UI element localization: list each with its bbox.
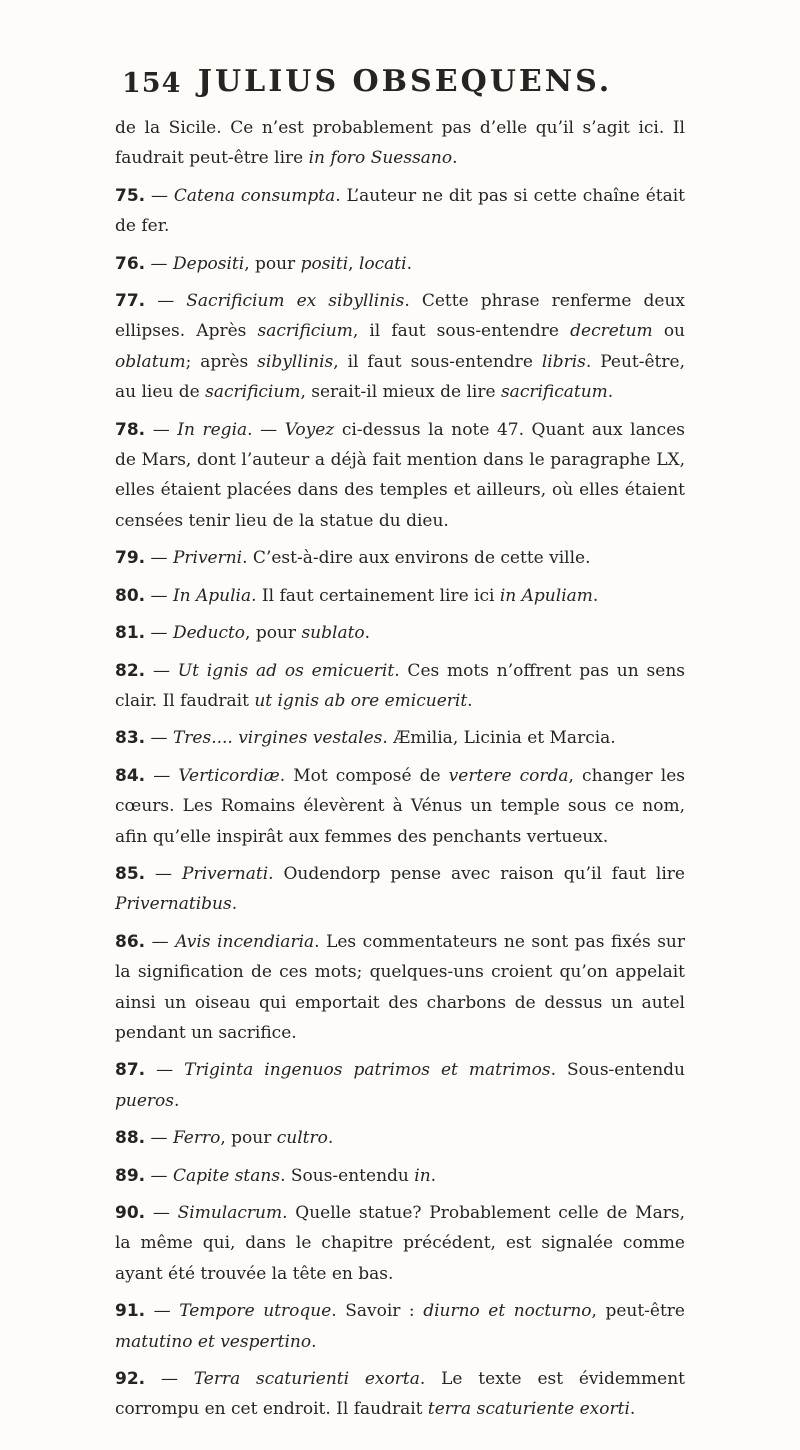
note-text: — — [145, 623, 173, 644]
note-text: — — [145, 291, 187, 312]
latin-term: sacrificium — [205, 382, 301, 403]
latin-term: libris — [541, 351, 586, 372]
latin-term: cultro — [276, 1128, 328, 1149]
note-85 — [115, 859, 685, 920]
latin-term: Voyez — [284, 419, 335, 440]
latin-term: In regia — [177, 419, 248, 440]
note-text: . — [173, 1090, 180, 1111]
note-number: 92. — [115, 1369, 146, 1390]
latin-term: Simulacrum — [177, 1203, 283, 1223]
note-87 — [115, 1055, 685, 1116]
note-text: . — — [247, 419, 285, 440]
latin-term: Tres.... virgines vestales — [172, 728, 383, 749]
note-text: — — [145, 185, 174, 206]
note-number: 78. — [115, 419, 146, 440]
note-text: ci-dessus la note 47. Quant aux lances de Mars, dont l’auteur a déjà fait mention dans le paragraphe LX, elles étaient placées dans des temples et ailleurs, où elles étaient censées tenir lieu de la statue du dieu. — [115, 419, 685, 531]
latin-term: Privernati — [182, 863, 269, 884]
note-text: . Ces mots n’offrent pas un sens clair. Il faudrait — [115, 660, 685, 711]
note-86 — [115, 927, 685, 1049]
note-text: — — [145, 1060, 185, 1081]
latin-term: Deducto — [172, 623, 246, 644]
note-number: 86. — [115, 931, 146, 952]
note-text: . Quelle statue? Probablement celle de Mars, la même qui, dans le chapitre précédent, est signalée comme ayant été trouvée la tête en bas. — [115, 1203, 685, 1284]
note-text: . Le texte est évidemment corrompu en cet endroit. Il faudrait — [115, 1369, 685, 1420]
note-text: ; après — [185, 351, 258, 372]
note-number: 81. — [115, 623, 146, 644]
latin-term: ut ignis ab ore emicuerit — [254, 690, 468, 711]
note-number: 89. — [115, 1165, 146, 1186]
note-text: . — [629, 1399, 636, 1420]
note-text: , pour — [244, 253, 301, 274]
note-82 — [115, 656, 685, 717]
note-text: — — [145, 931, 176, 952]
note-text: ou — [652, 321, 686, 342]
latin-term: vertere corda — [448, 765, 569, 786]
note-number: 80. — [115, 585, 146, 606]
note-number: 83. — [115, 728, 146, 749]
note-number: 75. — [115, 185, 146, 206]
note-text: — — [145, 419, 178, 440]
note-continuation — [115, 113, 685, 174]
note-text: . — [430, 1165, 437, 1186]
note-text: . — [364, 623, 371, 644]
note-text: — — [145, 1165, 173, 1186]
note-text: . — [406, 253, 412, 274]
latin-term: Triginta ingenuos patrimos et matrimos — [184, 1060, 551, 1081]
note-text: , pour — [245, 623, 302, 644]
note-number: 82. — [115, 660, 146, 681]
latin-term: sibyllinis — [257, 351, 334, 372]
note-text: . Mot composé de — [279, 765, 449, 786]
note-89 — [115, 1161, 685, 1191]
note-text: . Savoir : — [331, 1301, 424, 1322]
note-81 — [115, 618, 685, 648]
note-text: , il faut sous-entendre — [352, 321, 571, 342]
note-83 — [115, 723, 685, 753]
note-text: . — [607, 382, 614, 403]
note-text: , changer les cœurs. Les Romains élevèrent à Vénus un temple sous ce nom, afin qu’elle inspirât aux femmes des penchants vertueux. — [115, 765, 685, 847]
note-90 — [115, 1198, 685, 1289]
latin-term: Ferro — [172, 1128, 221, 1149]
note-text: , serait-il mieux de lire — [300, 382, 501, 403]
note-text: . — [231, 894, 238, 915]
note-number: 85. — [115, 863, 146, 884]
note-text: . — [452, 148, 458, 169]
note-text: , pour — [220, 1128, 277, 1149]
latin-term: Verticordiæ — [178, 765, 280, 786]
page-number: 154 — [122, 68, 182, 99]
latin-term: matutino et vespertino — [115, 1331, 312, 1352]
note-text: — — [145, 728, 173, 749]
note-text: de la Sicile. Ce n’est probablement pas d’elle qu’il s’agit ici. Il faudrait peut-être lire — [115, 118, 685, 169]
note-text: . Les commentateurs ne sont pas fixés sur la signification de ces mots; quelques-uns croient qu’on appelait ainsi un oiseau qui emportait des charbons de dessus un autel pendant un sacrifice. — [115, 931, 685, 1043]
latin-term: sacrificatum — [500, 382, 608, 403]
latin-term: sublato — [301, 623, 365, 644]
note-text: — — [145, 253, 173, 274]
note-text: , — [348, 253, 359, 274]
latin-term: sacrificium — [257, 321, 353, 342]
latin-term: in — [414, 1165, 431, 1186]
note-number: 76. — [115, 253, 146, 274]
note-text: . Peut-être, au lieu de — [115, 351, 685, 403]
note-text: — — [145, 1369, 194, 1390]
note-76 — [115, 249, 685, 279]
note-75 — [115, 181, 685, 242]
note-text: . Cette phrase renferme deux ellipses. Après — [115, 291, 685, 342]
note-text: . — [311, 1331, 317, 1352]
note-text: — — [145, 863, 182, 884]
note-77 — [115, 286, 685, 408]
latin-term: Priverni — [172, 548, 243, 569]
note-text: . — [592, 585, 599, 606]
latin-term: in Apuliam — [499, 585, 593, 606]
latin-term: In Apulia — [172, 585, 252, 606]
latin-term: terra scaturiente exorti — [427, 1399, 630, 1420]
latin-term: locati — [358, 253, 407, 274]
note-text: , peut-être — [591, 1301, 685, 1322]
note-number: 77. — [115, 291, 146, 312]
note-79 — [115, 543, 685, 573]
note-text: . Æmilia, Licinia et Marcia. — [382, 728, 616, 749]
latin-term: Sacrificium ex sibyllinis — [186, 291, 405, 312]
note-number: 91. — [115, 1301, 146, 1322]
latin-term: in foro Suessano — [308, 148, 453, 169]
notes-body — [115, 113, 685, 1432]
latin-term: Capite stans — [172, 1165, 281, 1186]
note-text: — — [145, 660, 178, 681]
note-88 — [115, 1123, 685, 1153]
note-80 — [115, 581, 685, 611]
latin-term: Catena consumpta — [173, 185, 336, 206]
latin-term: Privernatibus — [115, 894, 232, 915]
note-text: — — [145, 1203, 178, 1223]
note-text: . Il faut certainement lire ici — [251, 585, 500, 606]
note-text: . C’est-à-dire aux environs de cette ville. — [242, 548, 591, 569]
note-number: 84. — [115, 765, 146, 786]
note-92 — [115, 1364, 685, 1425]
latin-term: pueros — [115, 1090, 174, 1111]
note-text: — — [145, 765, 179, 786]
page-header — [122, 62, 688, 102]
note-text: . — [327, 1128, 334, 1149]
note-91 — [115, 1296, 685, 1357]
note-78 — [115, 415, 685, 537]
latin-term: positi — [300, 253, 349, 274]
note-text: — — [145, 548, 173, 569]
note-number: 90. — [115, 1203, 146, 1223]
note-number: 79. — [115, 548, 146, 569]
note-text: . Oudendorp pense avec raison qu’il faut lire — [268, 863, 685, 884]
latin-term: Tempore utroque — [179, 1301, 332, 1322]
note-number: 87. — [115, 1060, 146, 1081]
note-text: — — [145, 1128, 173, 1149]
note-number: 88. — [115, 1128, 146, 1149]
note-text: . Sous-entendu — [280, 1165, 415, 1186]
latin-term: Ut ignis ad os emicuerit — [177, 660, 395, 681]
note-text: , il faut sous-entendre — [333, 351, 542, 372]
note-text: — — [145, 1301, 180, 1322]
latin-term: Depositi — [172, 253, 245, 274]
note-text: . Sous-entendu — [550, 1060, 685, 1081]
latin-term: Terra scaturienti exorta — [193, 1369, 420, 1390]
note-text: — — [145, 585, 173, 606]
running-title: JULIUS OBSEQUENS. — [197, 64, 613, 99]
note-84 — [115, 761, 685, 852]
latin-term: oblatum — [115, 351, 186, 372]
note-text: . L’auteur ne dit pas si cette chaîne était de fer. — [115, 185, 685, 237]
latin-term: decretum — [570, 321, 653, 342]
latin-term: diurno et nocturno — [423, 1301, 592, 1322]
note-text: . — [467, 690, 473, 711]
latin-term: Avis incendiaria — [175, 931, 315, 952]
